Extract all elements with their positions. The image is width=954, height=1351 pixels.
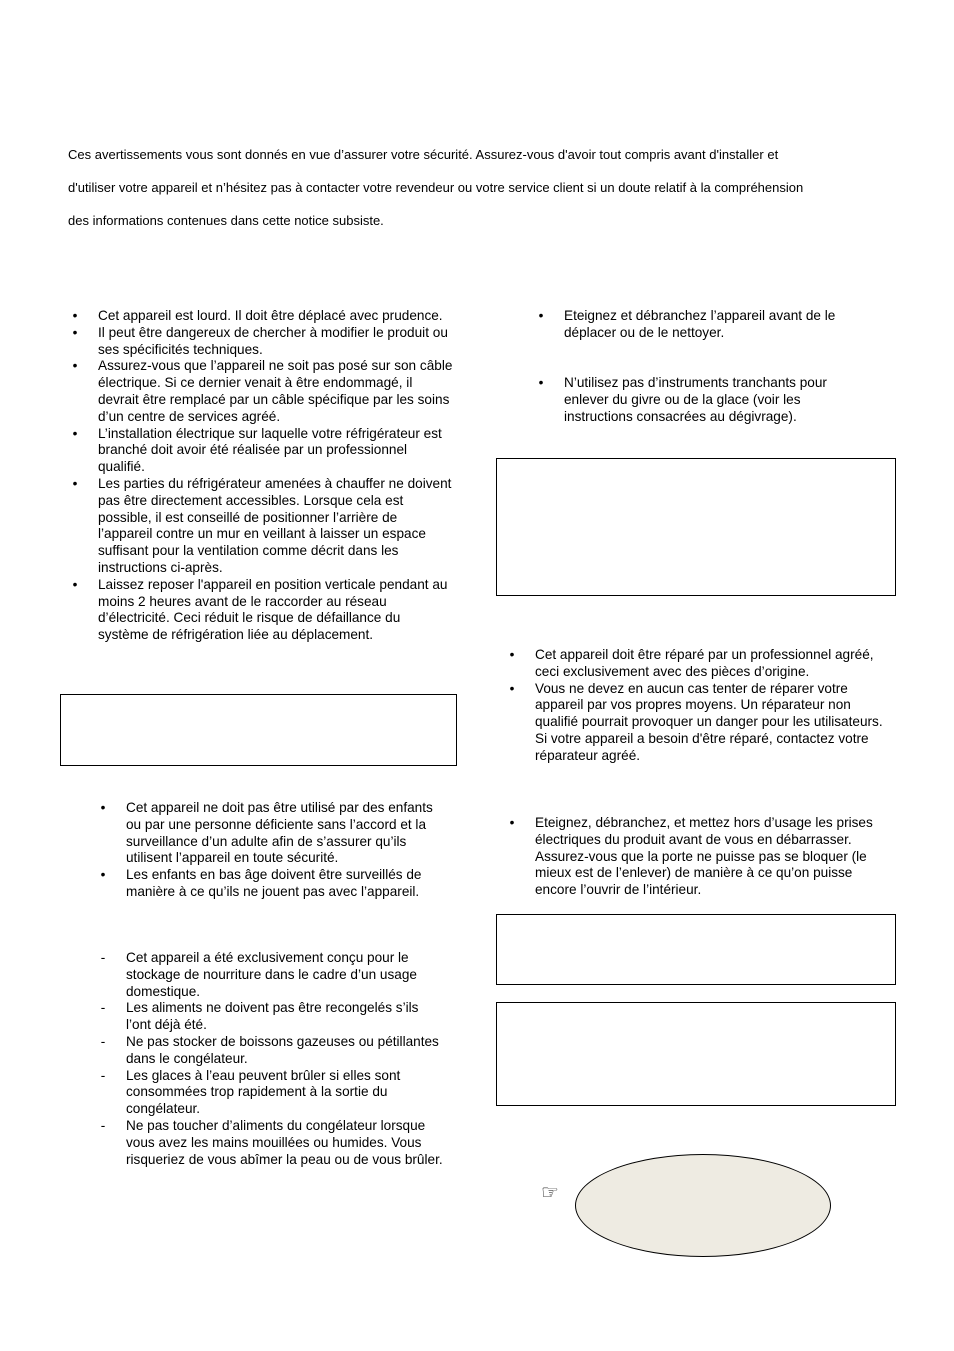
bullet-marker: • [100, 867, 106, 883]
installation-warning-list [68, 308, 453, 644]
pointing-hand-icon: ☞ [541, 1182, 559, 1204]
list-item: • Les parties du réfrigérateur amenées à chauffer ne doivent pas être directement accessibles. Lorsque cela est possible, il est conseillé de positionner l’arrière de l’appareil contre un mur en veillant à laisser un espace suffisant pour la ventilation comme décrit dans les instructions ci-après. [68, 476, 453, 577]
usage-rules-list [96, 950, 446, 1168]
intro-line-2: d'utiliser votre appareil et n’hésitez pas à contacter votre revendeur ou votre service client si un doute relatif à la compréhension [68, 180, 804, 195]
list-item: - Ne pas toucher d’aliments du congélateur lorsque vous avez les mains mouillées ou humides. Vous risqueriez de vous abîmer la peau ou de vous brûler. [96, 1118, 446, 1168]
list-item: • Eteignez, débranchez, et mettez hors d’usage les prises électriques du produit avant de vous en débarrasser. Assurez-vous que la porte ne puisse pas se bloquer (le mieux est de l’enlever) de manière à ce qu’on puisse encore l’ouvrir de l’intérieur. [505, 815, 885, 899]
list-item: • Les enfants en bas âge doivent être surveillés de manière à ce qu’ils ne jouent pas avec l’appareil. [96, 867, 446, 901]
list-item: • Assurez-vous que l’appareil ne soit pas posé sur son câble électrique. Si ce dernier venait à être endommagé, il devrait être remplacé par un câble spécifique par les soins d’un centre de services agréé. [68, 358, 453, 425]
bullet-marker: • [72, 425, 78, 441]
list-item: • Cet appareil ne doit pas être utilisé par des enfants ou par une personne déficiente sans l’accord et la surveillance d’un adulte afin de s’assurer qu’ils utilisent l’appareil en toute sécurité. [96, 800, 446, 867]
dash-marker: - [100, 1033, 106, 1049]
list-item: - Ne pas stocker de boissons gazeuses ou pétillantes dans le congélateur. [96, 1034, 446, 1068]
note-ellipse [575, 1154, 831, 1257]
children-safety-list [96, 800, 446, 901]
list-item: • Laissez reposer l'appareil en position verticale pendant au moins 2 heures avant de le raccorder au réseau d’électricité. Ceci réduit le risque de défaillance du système de réfrigération liée au déplacement. [68, 577, 453, 644]
bullet-marker: • [509, 680, 515, 696]
list-item: • Cet appareil doit être réparé par un professionnel agréé, ceci exclusivement avec des pièces d’origine. [505, 647, 885, 681]
list-item: • N’utilisez pas d’instruments tranchants pour enlever du givre ou de la glace (voir les instructions consacrées au dégivrage). [534, 375, 864, 425]
dash-marker: - [100, 1000, 106, 1016]
list-item: • Il peut être dangereux de chercher à modifier le produit ou ses spécificités techniques. [68, 325, 453, 359]
repair-warning-list [505, 647, 885, 765]
bullet-marker: • [509, 815, 515, 830]
intro-line-1: Ces avertissements vous sont donnés en vue d’assurer votre sécurité. Assurez-vous d'avoir tout compris avant d'installer et [68, 147, 779, 162]
bullet-marker: • [100, 800, 106, 815]
bullet-marker: • [72, 576, 78, 592]
bullet-marker: • [538, 375, 544, 390]
dash-marker: - [100, 950, 106, 965]
list-item: • L’installation électrique sur laquelle votre réfrigérateur est branché doit avoir été réalisée par un professionnel qualifié. [68, 426, 453, 476]
list-item: • Eteignez et débranchez l’appareil avant de le déplacer ou de le nettoyer. [534, 308, 864, 342]
dash-marker: - [100, 1117, 106, 1133]
intro-paragraph [68, 138, 898, 237]
cleaning-warning-list [534, 308, 864, 342]
bullet-marker: • [509, 647, 515, 662]
list-item: - Les glaces à l’eau peuvent brûler si elles sont consommées trop rapidement à la sortie du congélateur. [96, 1068, 446, 1118]
right-empty-box-1 [496, 458, 896, 596]
right-empty-box-3 [496, 1002, 896, 1106]
bullet-marker: • [72, 308, 78, 323]
left-empty-box [60, 694, 457, 766]
bullet-marker: • [538, 308, 544, 323]
bullet-marker: • [72, 324, 78, 340]
defrost-warning-list [534, 375, 864, 425]
disposal-warning-list [505, 815, 885, 899]
list-item: - Cet appareil a été exclusivement conçu pour le stockage de nourriture dans le cadre d’un usage domestique. [96, 950, 446, 1000]
bullet-marker: • [72, 358, 78, 374]
list-item: • Cet appareil est lourd. Il doit être déplacé avec prudence. [68, 308, 453, 325]
dash-marker: - [100, 1067, 106, 1083]
bullet-marker: • [72, 475, 78, 491]
list-item: • Vous ne devez en aucun cas tenter de réparer votre appareil par vos propres moyens. Un réparateur non qualifié pourrait provoquer un danger pour les utilisateurs. Si votre appareil a besoin d'être réparé, contactez votre réparateur agréé. [505, 681, 885, 765]
list-item: - Les aliments ne doivent pas être recongelés s’ils l’ont déjà été. [96, 1000, 446, 1034]
intro-line-3: des informations contenues dans cette notice subsiste. [68, 213, 384, 228]
right-empty-box-2 [496, 914, 896, 985]
